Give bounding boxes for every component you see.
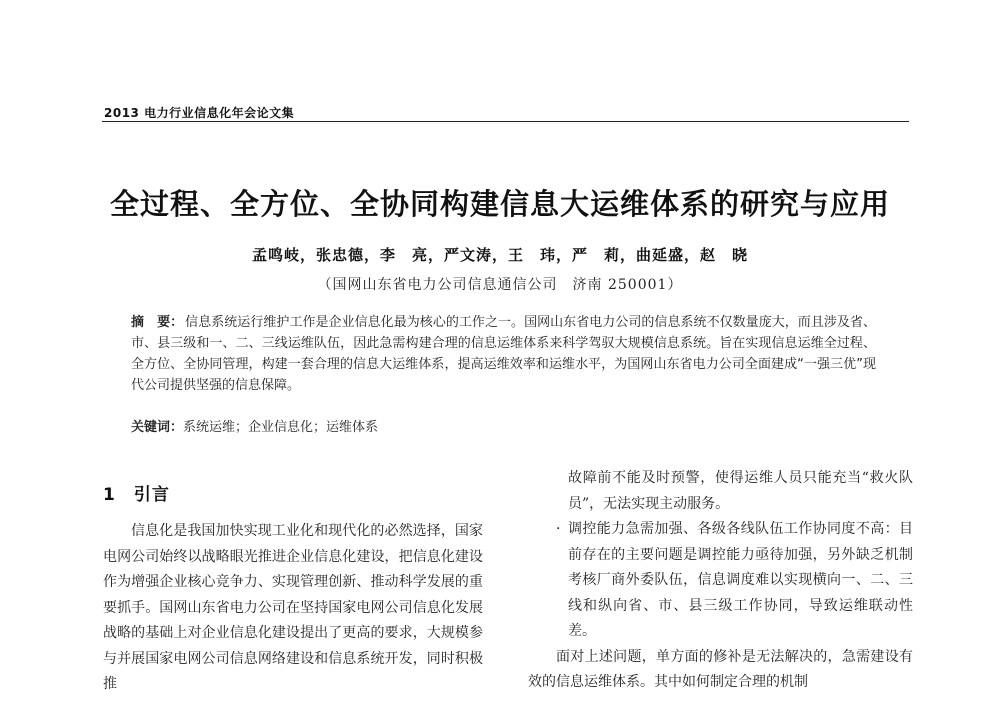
section-paragraph: 信息化是我国加快实现工业化和现代化的必然选择，国家电网公司始终以战略眼光推进企业信息化建设，把信息化建设作为增强企业核心竞争力、实现管理创新、推动科学发展的重要抓手。国网山东省电力公司在坚持国家电网公司信息化发展战略的基础上对企业信息化建设提出了更高的要求，大规模参与并展国家电网公司信息网络建设和信息系统开发，同时积极推 [103, 523, 483, 692]
abstract-text: 信息系统运行维护工作是企业信息化最为核心的工作之一。国网山东省电力公司的信息系统不仅数量庞大，而且涉及省、市、县三级和一、二、三线运维队伍，因此急需构建合理的信息运维体系来科学驾驭大规模信息系统。旨在实现信息运维全过程、全方位、全协同管理，构建一套合理的信息大运维体系，提高运维效率和运维水平，为国网山东省电力公司全面建成“一强三优”现代公司提供坚强的信息保障。 [131, 315, 876, 393]
running-head: 2013 电力行业信息化年会论文集 [104, 106, 295, 120]
bullet-marker: · [556, 521, 561, 537]
right-column [528, 466, 913, 696]
section-number: 1 [103, 485, 116, 505]
section-title: 引言 [133, 485, 170, 505]
keywords-text: 系统运维；企业信息化；运维体系 [183, 420, 379, 435]
bullet-text: 调控能力急需加强、各级各线队伍工作协同度不高：目前存在的主要问题是调控能力亟待加强，另外缺乏机制考核厂商外委队伍，信息调度难以实现横向一、二、三线和纵向省、市、县三级工作协同，导致运维联动性差。 [568, 521, 913, 639]
bullet-item [528, 517, 913, 645]
abstract [131, 312, 876, 396]
section-heading [103, 480, 483, 505]
author-list: 孟鸣岐，张忠德，李 亮，严文涛，王 玮，严 莉，曲延盛，赵 晓 [251, 246, 748, 264]
right-paragraph: 面对上述问题，单方面的修补是无法解决的，急需建设有效的信息运维体系。其中如何制定合理的机制 [528, 648, 913, 690]
continued-paragraph: 故障前不能及时预警，使得运维人员只能充当“救火队员”，无法实现主动服务。 [568, 470, 913, 512]
keywords [131, 417, 876, 438]
header-rule [102, 121, 909, 122]
left-column [103, 480, 483, 698]
abstract-label: 摘 要： [131, 315, 184, 330]
paper-title: 全过程、全方位、全协同构建信息大运维体系的研究与应用 [109, 187, 890, 221]
affiliation: （国网山东省电力公司信息通信公司 济南 250001） [317, 277, 683, 293]
keywords-label: 关键词： [131, 420, 184, 435]
